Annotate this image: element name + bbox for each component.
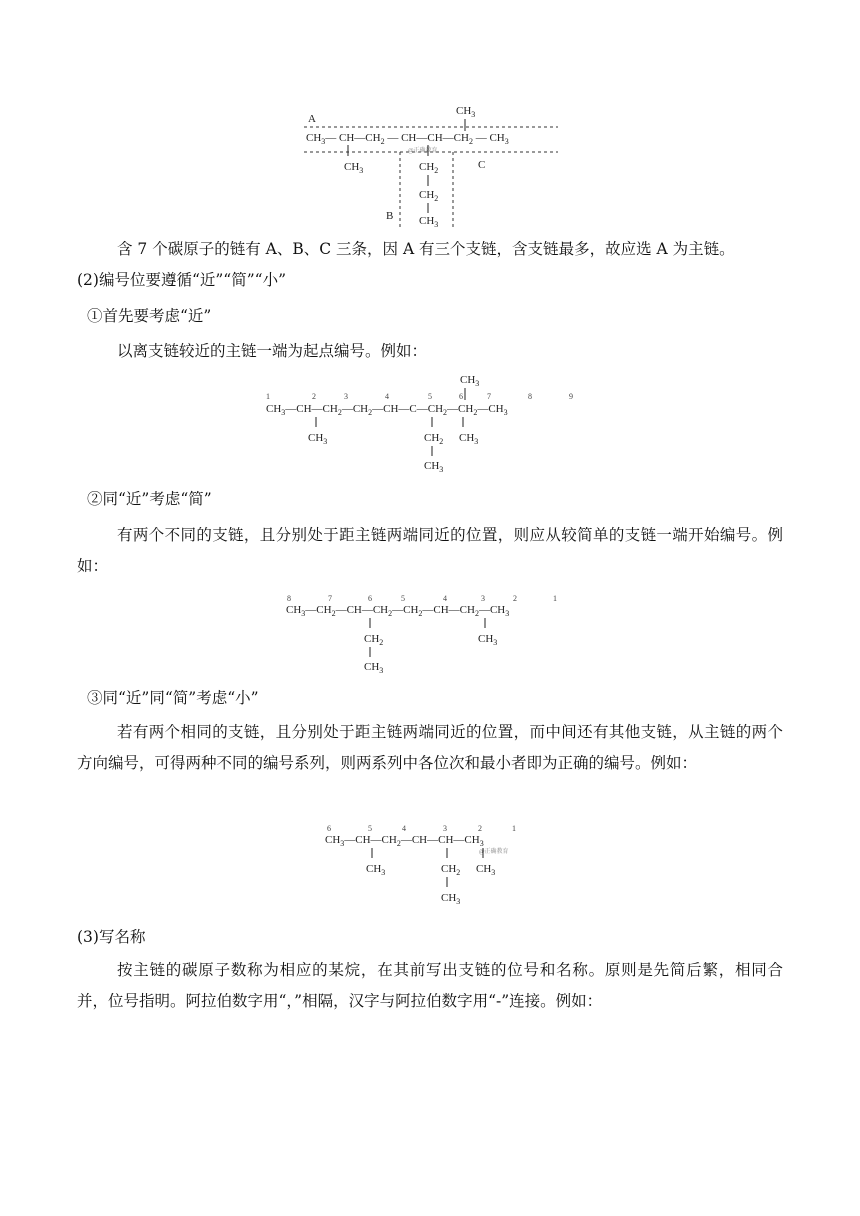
svg-text:7: 7	[328, 594, 332, 603]
svg-text:CH3—CH—CH2—CH2—CH—C—CH2—CH2—CH: $CH_3—CH—CH_2—CH_2—CH—C—CH_2—CH_2—CH_3$	[266, 403, 508, 417]
figure-main-chain-selection	[0, 0, 860, 240]
svg-text:7: 7	[487, 392, 491, 401]
svg-text:CH3: $CH_3$	[364, 661, 384, 675]
svg-text:CH3: $CH_3$	[344, 161, 364, 175]
svg-text:9: 9	[569, 392, 573, 401]
svg-text:CH3—CH2—CH—CH2—CH2—CH—CH2—CH3: $CH_3—CH_2—CH—CH_2—CH_2—CH—CH_2—CH_3$	[286, 604, 510, 618]
svg-text:CH3: $CH_3$	[478, 633, 498, 647]
svg-text:6: 6	[459, 392, 463, 401]
svg-text:4: 4	[443, 594, 447, 603]
svg-text:CH3: $CH_3$	[476, 863, 496, 877]
svg-text:2: 2	[478, 824, 482, 833]
figure-example-simple	[0, 585, 860, 685]
svg-text:1: 1	[266, 392, 270, 401]
text-line-8: 若有两个相同的支链，且分别处于距主链两端同近的位置，而中间还有其他支链，从主链的两个方向编号，可得两种不同的编号系列，则两系列中各位次和最小者即为正确的编号。例如：	[77, 723, 783, 772]
svg-text:CH3: $CH_3$	[441, 892, 461, 906]
watermark: @正确教育	[479, 849, 509, 855]
label-a: A	[308, 113, 316, 125]
subheading-near: ①首先要考虑“近”	[87, 307, 212, 325]
svg-text:4: 4	[402, 824, 406, 833]
svg-text:1: 1	[553, 594, 557, 603]
svg-text:CH2: $CH_2$	[364, 633, 384, 647]
svg-text:CH3: $CH_3$	[419, 215, 439, 229]
text-line-4: 以离支链较近的主链一端为起点编号。例如：	[117, 342, 428, 360]
svg-text:CH3: $CH_3$	[460, 374, 480, 388]
svg-text:8: 8	[528, 392, 532, 401]
text-line-6: 有两个不同的支链，且分别处于距主链两端同近的位置，则应从较简单的支链一端开始编号。例如：	[77, 526, 783, 575]
subheading-small: ③同“近”同“简”考虑“小”	[87, 689, 259, 707]
svg-text:CH3: $CH_3$	[424, 460, 444, 474]
svg-text:5: 5	[401, 594, 405, 603]
svg-text:CH3— CH—CH2 — CH—CH—CH2 — CH3: $CH_3—$ $CH—CH_2$ — $CH—CH—CH_2$ — $CH_3$	[306, 132, 509, 146]
svg-text:CH3—CH—CH2—CH—CH—CH3: $CH_3—CH—CH_2—CH—CH—CH_3$	[325, 834, 484, 848]
watermark: @正确教育	[408, 148, 438, 154]
svg-text:2: 2	[513, 594, 517, 603]
heading-write-name: (3)写名称	[77, 928, 146, 946]
svg-text:CH3: $CH_3$	[456, 105, 476, 119]
svg-text:3: 3	[481, 594, 485, 603]
svg-text:CH2: $CH_2$	[419, 189, 439, 203]
heading-numbering: (2)编号位要遵循“近”“简”“小”	[77, 271, 287, 289]
svg-text:5: 5	[428, 392, 432, 401]
label-b: B	[386, 210, 394, 222]
svg-text:CH2: $CH_2$	[424, 432, 444, 446]
svg-text:3: 3	[443, 824, 447, 833]
label-c: C	[478, 159, 486, 171]
svg-text:2: 2	[312, 392, 316, 401]
svg-text:CH3: $CH_3$	[366, 863, 386, 877]
svg-text:CH3: $CH_3$	[308, 432, 328, 446]
svg-text:4: 4	[385, 392, 389, 401]
svg-text:6: 6	[327, 824, 331, 833]
svg-text:6: 6	[368, 594, 372, 603]
figure-example-near	[0, 362, 860, 482]
text-line-10: 按主链的碳原子数称为相应的某烷，在其前写出支链的位号和名称。原则是先简后繁，相同合并，位号指明。阿拉伯数字用“，”相隔，汉字与阿拉伯数字用“-”连接。例如：	[77, 961, 783, 1010]
figure-example-small	[0, 815, 860, 915]
svg-text:8: 8	[287, 594, 291, 603]
svg-text:CH3: $CH_3$	[459, 432, 479, 446]
svg-text:CH2: $CH_2$	[441, 863, 461, 877]
svg-text:1: 1	[512, 824, 516, 833]
subheading-simple: ②同“近”考虑“简”	[87, 490, 212, 508]
svg-text:CH2: $CH_2$	[419, 161, 439, 175]
text-line-1: 含 7 个碳原子的链有 A、B、C 三条，因 A 有三个支链，含支链最多，故应选 A 为主链。	[117, 240, 735, 258]
svg-text:3: 3	[344, 392, 348, 401]
svg-text:5: 5	[368, 824, 372, 833]
